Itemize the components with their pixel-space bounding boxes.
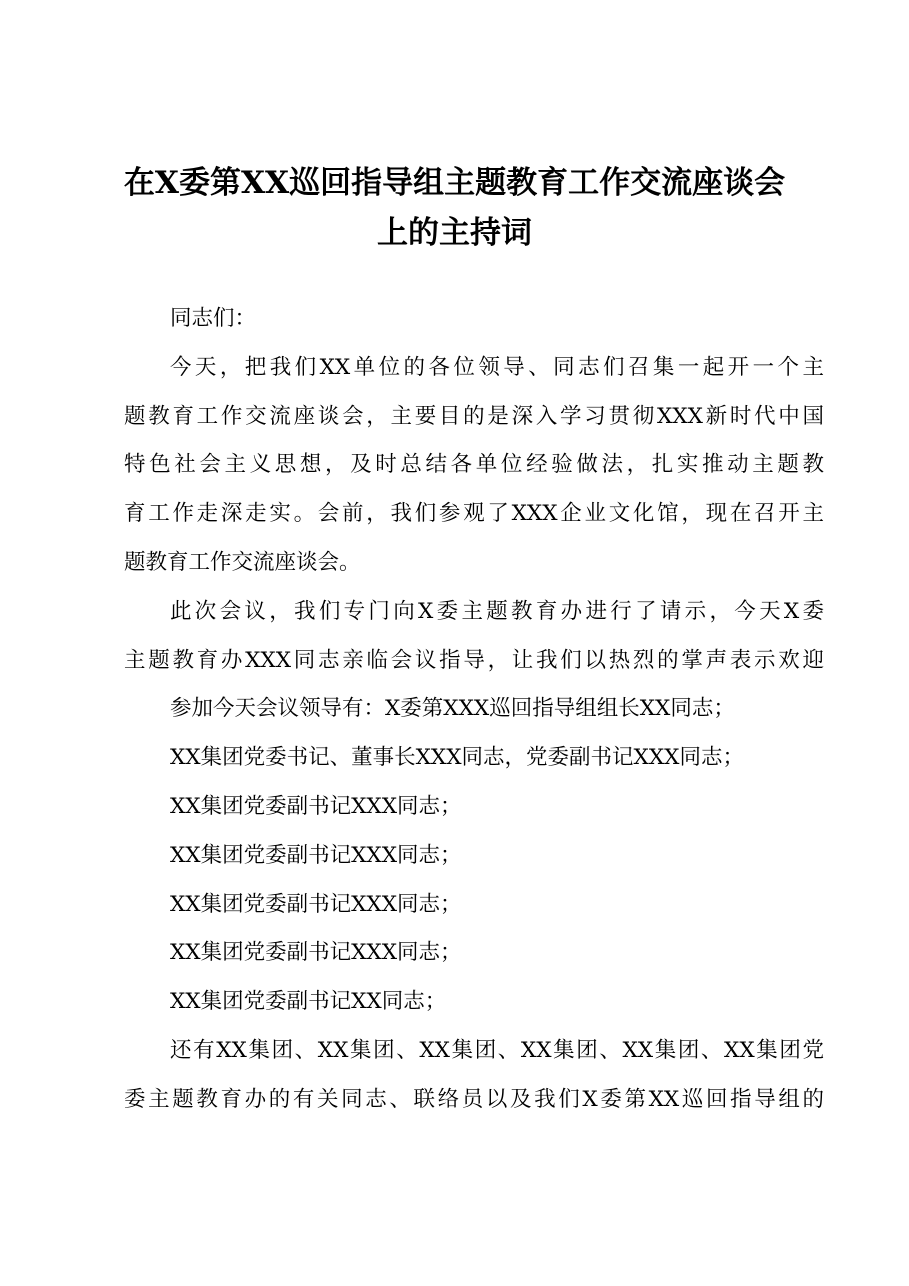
paragraph-line: 育工作走深走实。会前，我们参观了XXX企业文化馆，现在召开主 [124,501,824,527]
paragraph-line: XX集团党委副书记XX同志； [170,989,447,1015]
welcome-paragraph [124,588,824,686]
attendee-paragraph [124,734,824,783]
paragraph-line: 特色社会主义思想，及时总结各单位经验做法，扎实推动主题教 [124,452,824,478]
paragraph-line: 还有XX集团、XX集团、XX集团、XX集团、XX集团、XX集团党 [170,1037,824,1063]
attendee-paragraph [124,832,824,881]
paragraph-line: 委主题教育办的有关同志、联络员以及我们X委第XX巡回指导组的 [124,1086,824,1112]
paragraph-line: XX集团党委书记、董事长XXX同志，党委副书记XXX同志； [170,745,744,771]
paragraph-line: 同志们： [170,306,257,331]
paragraph-line: XX集团党委副书记XXX同志； [170,891,462,917]
attendee-paragraph [124,685,824,734]
paragraph-line: XX集团党委副书记XXX同志； [170,842,462,868]
paragraph-line: 题教育工作交流座谈会，主要目的是深入学习贯彻XXX新时代中国 [124,403,824,429]
paragraph-line: XX集团党委副书记XXX同志； [170,940,462,966]
paragraph-line: 主题教育办XXX同志亲临会议指导，让我们以热烈的掌声表示欢迎 [124,647,824,673]
paragraph-line: 题教育工作交流座谈会。 [124,549,361,575]
paragraph-line: 参加今天会议领导有：X委第XXX巡回指导组组长XX同志； [170,696,735,722]
title-line: 在X委第XX巡回指导组主题教育工作交流座谈会 [123,165,786,201]
paragraph-line: 今天，把我们XX单位的各位领导、同志们召集一起开一个主 [170,354,824,380]
others-paragraph [124,1027,824,1125]
document-title [100,158,809,258]
attendee-paragraph [124,929,824,978]
attendee-paragraph [124,978,824,1027]
document-body [124,295,824,1125]
paragraph-line: 此次会议，我们专门向X委主题教育办进行了请示，今天X委 [170,598,824,624]
attendee-paragraph [124,881,824,930]
attendee-paragraph [124,783,824,832]
salutation-paragraph [124,295,824,344]
title-line: 上的主持词 [377,215,532,251]
opening-paragraph [124,344,824,588]
paragraph-line: XX集团党委副书记XXX同志； [170,793,462,819]
